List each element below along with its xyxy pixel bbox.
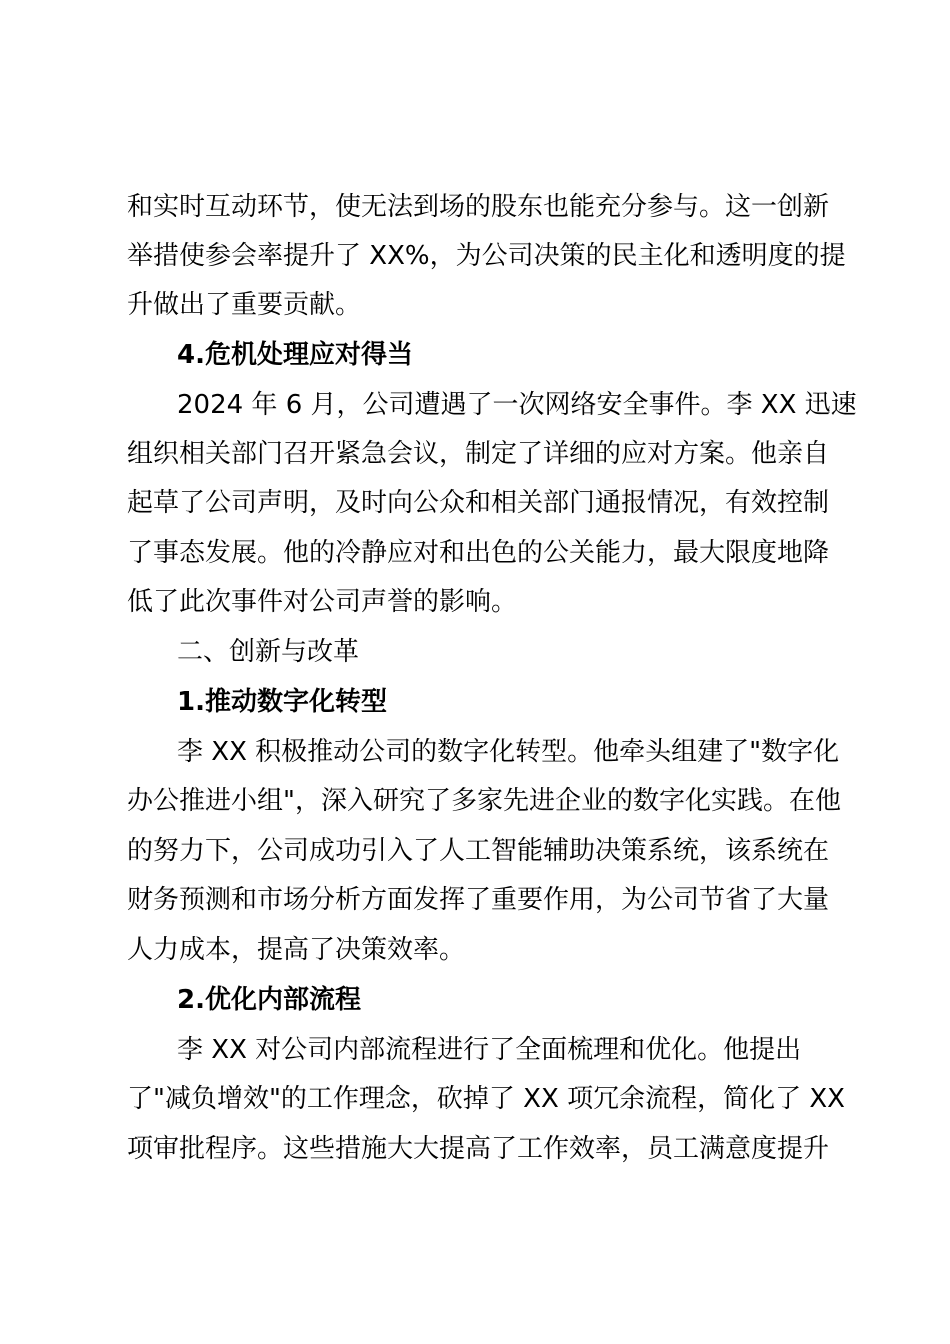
subheading-process-optimization: 2.优化内部流程 — [177, 985, 361, 1015]
paragraph-line: 李 XX 对公司内部流程进行了全面梳理和优化。他提出 — [177, 1035, 802, 1065]
section-heading-innovation: 二、创新与改革 — [177, 637, 360, 667]
subheading-crisis-handling: 4.危机处理应对得当 — [177, 340, 413, 370]
paragraph-line: 人力成本，提高了决策效率。 — [127, 935, 466, 965]
paragraph-line: 组织相关部门召开紧急会议，制定了详细的应对方案。他亲自 — [127, 439, 830, 469]
paragraph-line: 举措使参会率提升了 XX%，为公司决策的民主化和透明度的提 — [127, 241, 846, 271]
paragraph-line: 项审批程序。这些措施大大提高了工作效率，员工满意度提升 — [127, 1134, 830, 1164]
paragraph-line: 升做出了重要贡献。 — [127, 290, 362, 320]
paragraph-line: 财务预测和市场分析方面发挥了重要作用，为公司节省了大量 — [127, 885, 830, 915]
paragraph-line: 了"减负增效"的工作理念，砍掉了 XX 项冗余流程，简化了 XX — [127, 1084, 845, 1114]
paragraph-line: 了事态发展。他的冷静应对和出色的公关能力，最大限度地降 — [127, 538, 830, 568]
paragraph-line: 和实时互动环节，使无法到场的股东也能充分参与。这一创新 — [127, 192, 830, 222]
paragraph-line: 办公推进小组"，深入研究了多家先进企业的数字化实践。在他 — [127, 786, 841, 816]
paragraph-line: 的努力下，公司成功引入了人工智能辅助决策系统，该系统在 — [127, 836, 830, 866]
paragraph-line: 低了此次事件对公司声誉的影响。 — [127, 587, 518, 617]
subheading-digital-transformation: 1.推动数字化转型 — [177, 687, 387, 717]
paragraph-line: 李 XX 积极推动公司的数字化转型。他牵头组建了"数字化 — [177, 737, 840, 767]
paragraph-line: 2024 年 6 月，公司遭遇了一次网络安全事件。李 XX 迅速 — [177, 390, 857, 420]
paragraph-line: 起草了公司声明，及时向公众和相关部门通报情况，有效控制 — [127, 488, 830, 518]
